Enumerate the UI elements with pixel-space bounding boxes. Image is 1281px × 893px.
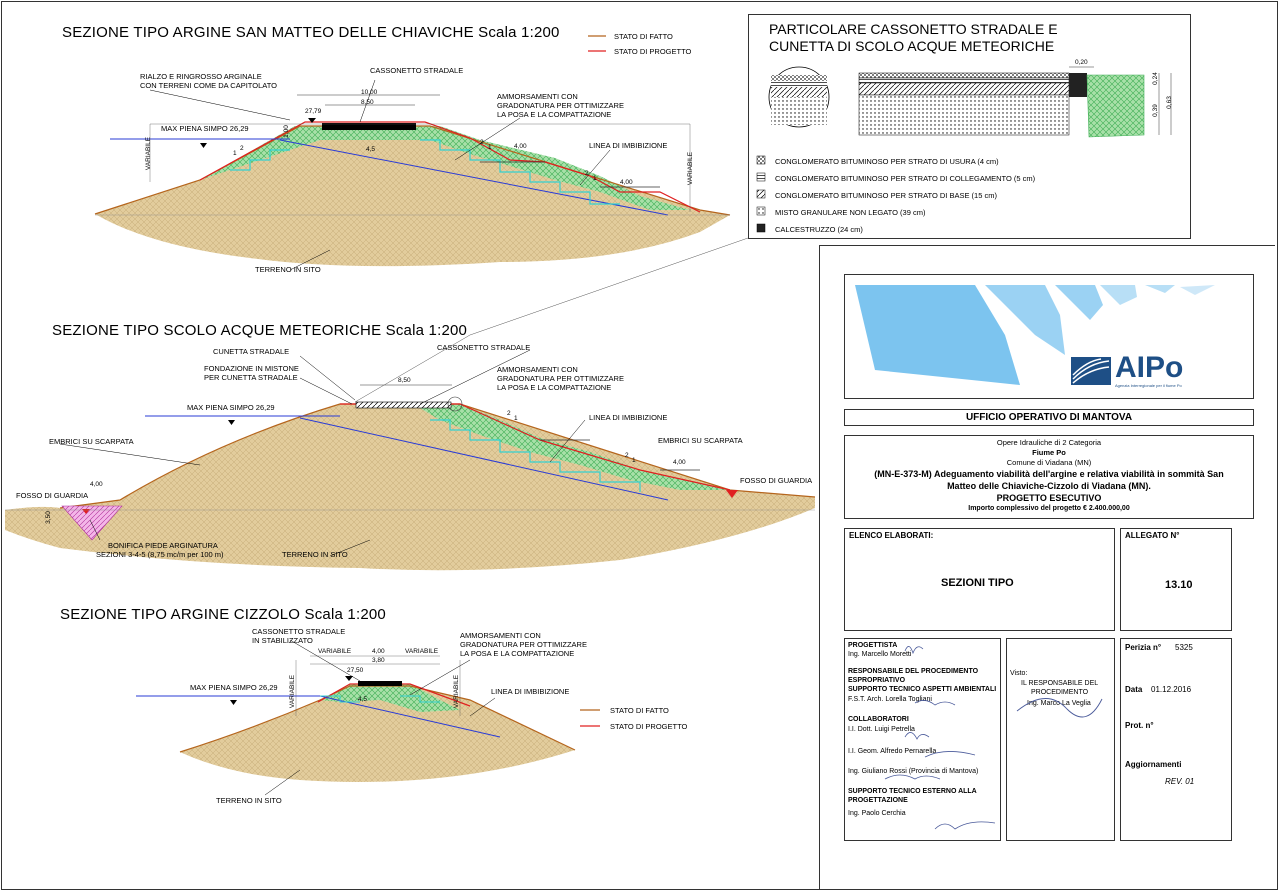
section3-legend-fatto: STATO DI FATTO (610, 706, 669, 715)
section1-drawing (95, 80, 730, 270)
allegato-box: ALLEGATO N° 13.10 (1120, 528, 1232, 631)
perizia-box: Perizia n° 5325 Data 01.12.2016 Prot. n° Aggiornamenti REV. 01 (1120, 638, 1232, 841)
project-amount: Importo complessivo del progetto € 2.400.000,00 (968, 505, 1130, 512)
elenco-value: SEZIONI TIPO (941, 577, 1014, 589)
section1-linea-label: LINEA DI IMBIBIZIONE (589, 141, 668, 150)
section2-embrici-right: EMBRICI SU SCARPATA (658, 436, 743, 445)
section1-legend-progetto: STATO DI PROGETTO (614, 47, 692, 56)
detail-box: PARTICOLARE CASSONETTO STRADALE E CUNETTA DI SCOLO ACQUE METEORICHE 0,20 0,24 0,39 0,63 CONGLOMERATO BITUMINOSO PER STRATO DI USURA (4 cm) CONGLOMERATO BITUMINOSO PER STRATO DI COLLEGAMENTO (5 cm) CONGLOMERATO BITUMINOSO PER STRATO DI BASE (15 cm) MISTO GRANULARE NON LEGATO (39 cm) CALCESTRUZZO (24 cm) (748, 14, 1191, 239)
section3-maxpiena-label: MAX PIENA SIMPO 26,29 (190, 683, 278, 692)
progettista-box: PROGETTISTA Ing. Marcello Moretti RESPONSABILE DEL PROCEDIMENTO ESPROPRIATIVO SUPPORTO TECNICO ASPETTI AMBIENTALI F.S.T. Arch. Lorella Togliani COLLABORATORI I.I. Dott. Luigi Petrella I.I. Geom. Alfredo Pernarella Ing. Giuliano Rossi (Provincia di Mantova) SUPPORTO TECNICO ESTERNO ALLA PROGETTAZIONE Ing. Paolo Cerchia (844, 638, 1001, 841)
logo-waves (845, 275, 1253, 398)
section2-cunetta-label: CUNETTA STRADALE (213, 347, 290, 356)
detail-layer-usura (859, 73, 1069, 78)
section2-maxpiena-label: MAX PIENA SIMPO 26,29 (187, 403, 275, 412)
project-description: (MN-E-373-M) Adeguamento viabilità dell'argine e relativa viabilità in sommità San (874, 469, 1224, 479)
detail-drawing (749, 15, 1192, 240)
visto-signature (1007, 639, 1116, 842)
detail-title-2: CUNETTA DI SCOLO ACQUE METEORICHE (769, 38, 1055, 54)
detail-title-1: PARTICOLARE CASSONETTO STRADALE E (769, 21, 1058, 37)
section1-rialzo-leader (150, 90, 290, 120)
allegato-value: 13.10 (1165, 579, 1193, 591)
section2-terreno-label: TERRENO IN SITO (282, 550, 348, 559)
logo-panel (844, 274, 1254, 399)
section1-water-symbol (200, 143, 207, 148)
section3-title: SEZIONE TIPO ARGINE CIZZOLO Scala 1:200 (60, 606, 386, 623)
section1-ammorsamenti-label: AMMORSAMENTI CON (497, 92, 578, 101)
section2-drawing (5, 238, 815, 570)
section1-rialzo-label: RIALZO E RINGROSSO ARGINALE (140, 72, 262, 81)
section1-maxpiena-label: MAX PIENA SIMPO 26,29 (161, 124, 249, 133)
section1-legend-fatto: STATO DI FATTO (614, 32, 673, 41)
section1-title: SEZIONE TIPO ARGINE SAN MATTEO DELLE CHIAVICHE Scala 1:200 (62, 24, 560, 41)
section2-ammorsamenti-label: AMMORSAMENTI CON (497, 365, 578, 374)
data-value: 01.12.2016 (1151, 685, 1192, 694)
section2-fosso-left-label: FOSSO DI GUARDIA (16, 491, 89, 500)
section2-title: SEZIONE TIPO SCOLO ACQUE METEORICHE Scala 1:200 (52, 322, 468, 339)
logo-text: AIPo (1115, 351, 1184, 384)
detail-layer-cls (1069, 73, 1087, 97)
project-phase: PROGETTO ESECUTIVO (996, 493, 1102, 503)
logo-mark (1069, 355, 1113, 387)
project-box: Opere Idrauliche di 2 Categoria Fiume Po Comune di Viadana (MN) (MN-E-373-M) Adeguamento viabilità dell'argine e relativa viabilità in sommità San Matteo delle Chiaviche-Cizzolo di Viadana (MN). PROGETTO ESECUTIVO Importo complessivo del progetto € 2.400.000,00 (844, 435, 1254, 519)
section2-linea-label: LINEA DI IMBIBIZIONE (589, 413, 668, 422)
section2-fosso-right-label: FOSSO DI GUARDIA (740, 476, 813, 485)
detail-layer-base (859, 83, 1069, 95)
section3-linea-label: LINEA DI IMBIBIZIONE (491, 687, 570, 696)
section3-drawing (136, 640, 575, 795)
section1-cassonetto-label: CASSONETTO STRADALE (370, 66, 464, 75)
signature-marks (845, 639, 1002, 842)
detail-legend-cls: CALCESTRUZZO (24 cm) (775, 225, 863, 234)
section2-fondazione-label: FONDAZIONE IN MISTONE (204, 364, 299, 373)
section3-soil (180, 686, 575, 782)
section2-cassonetto (356, 402, 451, 408)
detail-layer-misto (859, 95, 1069, 135)
section2-embrici-left: EMBRICI SU SCARPATA (49, 437, 134, 446)
elenco-box: ELENCO ELABORATI: SEZIONI TIPO (844, 528, 1115, 631)
detail-legend-usura: CONGLOMERATO BITUMINOSO PER STRATO DI USURA (4 cm) (775, 157, 999, 166)
section3-ammorsamenti-label: AMMORSAMENTI CON (460, 631, 541, 640)
section3-terreno-label: TERRENO IN SITO (216, 796, 282, 805)
section3-cassonetto-label: CASSONETTO STRADALE (252, 627, 346, 636)
detail-layer-collegamento (859, 78, 1069, 83)
office-label: UFFICIO OPERATIVO DI MANTOVA (844, 409, 1254, 426)
perizia-value: 5325 (1175, 643, 1193, 652)
section2-cassonetto-label: CASSONETTO STRADALE (437, 343, 531, 352)
section3-cassonetto (358, 681, 402, 686)
detail-legend-collegamento: CONGLOMERATO BITUMINOSO PER STRATO DI COLLEGAMENTO (5 cm) (775, 174, 1036, 183)
section2-bonifica-label: BONIFICA PIEDE ARGINATURA (108, 541, 218, 550)
logo-subtitle: Agenzia Interregionale per il fiume Po (1115, 383, 1182, 388)
detail-legend-misto: MISTO GRANULARE NON LEGATO (39 cm) (775, 208, 926, 217)
visto-box: Visto: IL RESPONSABILE DEL PROCEDIMENTO Ing. Marco La Veglia (1006, 638, 1115, 841)
section1-terreno-label: TERRENO IN SITO (255, 265, 321, 274)
detail-legend-base: CONGLOMERATO BITUMINOSO PER STRATO DI BASE (15 cm) (775, 191, 997, 200)
title-block (819, 245, 1275, 889)
revision-value: REV. 01 (1165, 777, 1195, 786)
section3-legend-progetto: STATO DI PROGETTO (610, 722, 688, 731)
